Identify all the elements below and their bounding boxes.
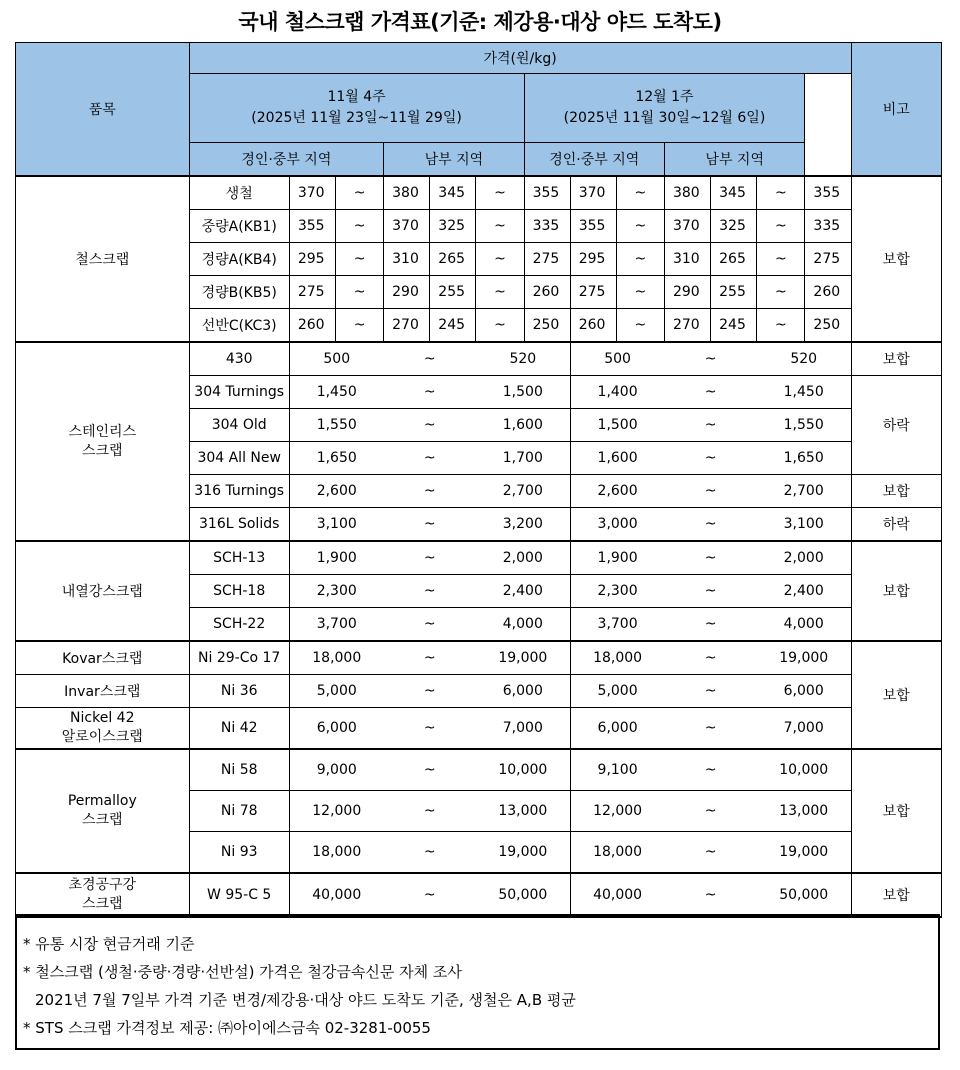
table-row (16, 749, 942, 791)
tilde: ~ (664, 409, 756, 442)
price-cell: 255 (711, 276, 757, 309)
price-cell: 355 (805, 176, 851, 210)
tilde: ~ (616, 243, 664, 276)
price-high: 1,650 (757, 442, 851, 475)
tilde: ~ (336, 210, 384, 243)
price-cell: 325 (711, 210, 757, 243)
price-cell: 370 (289, 176, 335, 210)
footnote: * 유통 시장 현금거래 기준 (23, 935, 195, 953)
price-high: 1,700 (476, 442, 570, 475)
week1-region-south: 남부 지역 (384, 143, 524, 177)
price-cell: 270 (664, 309, 710, 343)
price-cell: 270 (384, 309, 430, 343)
price-high: 13,000 (757, 791, 851, 832)
price-cell: 290 (384, 276, 430, 309)
price-cell: 335 (805, 210, 851, 243)
price-cell: 275 (289, 276, 335, 309)
grade-label: 316 Turnings (189, 475, 289, 508)
price-cell: 335 (524, 210, 570, 243)
week2-range: (2025년 11월 30일~12월 6일) (563, 110, 766, 126)
table-row (16, 675, 942, 708)
price-high: 7,000 (757, 708, 851, 750)
note-cell: 보합 (851, 873, 941, 917)
price-low: 3,700 (289, 608, 383, 642)
price-low: 18,000 (289, 832, 383, 874)
price-high: 7,000 (476, 708, 570, 750)
footnote: * 철스크랩 (생철·중량·경량·선반설) 가격은 철강금속신문 자체 조사 (23, 963, 462, 981)
tilde: ~ (336, 243, 384, 276)
price-low: 9,000 (289, 749, 383, 791)
note-cell: 보합 (851, 475, 941, 508)
category-iron: 철스크랩 (16, 176, 190, 342)
price-low: 1,600 (570, 442, 664, 475)
price-low: 3,100 (289, 508, 383, 542)
grade-label: Ni 58 (189, 749, 289, 791)
tilde: ~ (616, 309, 664, 343)
category-permalloy (16, 749, 190, 873)
week2-region-central: 경인·중부 지역 (524, 143, 664, 177)
price-cell: 295 (570, 243, 616, 276)
price-cell: 260 (524, 276, 570, 309)
price-high: 2,400 (476, 575, 570, 608)
tilde: ~ (664, 376, 756, 409)
price-cell: 345 (430, 176, 476, 210)
footnote: * STS 스크랩 가격정보 제공: ㈜아이에스금속 02-3281-0055 (23, 1019, 431, 1037)
price-low: 18,000 (570, 641, 664, 675)
price-high: 6,000 (476, 675, 570, 708)
category-tool (16, 873, 190, 917)
tilde: ~ (384, 708, 476, 750)
price-low: 1,450 (289, 376, 383, 409)
note-cell: 하락 (851, 376, 941, 475)
price-cell: 275 (524, 243, 570, 276)
note-cell: 보합 (851, 641, 941, 749)
price-low: 12,000 (289, 791, 383, 832)
price-low: 12,000 (570, 791, 664, 832)
tilde: ~ (384, 641, 476, 675)
price-high: 2,700 (476, 475, 570, 508)
grade-label: W 95-C 5 (189, 873, 289, 917)
tilde: ~ (616, 176, 664, 210)
tilde: ~ (664, 608, 756, 642)
price-low: 5,000 (289, 675, 383, 708)
category-line: 스크랩 (81, 812, 123, 828)
price-low: 3,700 (570, 608, 664, 642)
category-nickel42 (16, 708, 190, 750)
header-price-unit: 가격(원/kg) (189, 43, 851, 74)
tilde: ~ (664, 508, 756, 542)
price-high: 3,100 (757, 508, 851, 542)
price-high: 2,000 (757, 541, 851, 575)
grade-label: 304 Old (189, 409, 289, 442)
price-cell: 380 (664, 176, 710, 210)
category-invar: Invar스크랩 (16, 675, 190, 708)
tilde: ~ (384, 675, 476, 708)
table-row (16, 176, 942, 210)
price-low: 1,400 (570, 376, 664, 409)
price-high: 1,500 (476, 376, 570, 409)
tilde: ~ (336, 176, 384, 210)
tilde: ~ (476, 309, 524, 343)
header-week2 (524, 74, 805, 143)
price-cell: 260 (289, 309, 335, 343)
category-line: Nickel 42 (70, 710, 135, 726)
price-high: 19,000 (757, 641, 851, 675)
price-cell: 245 (711, 309, 757, 343)
tilde: ~ (336, 309, 384, 343)
price-cell: 250 (524, 309, 570, 343)
price-high: 2,700 (757, 475, 851, 508)
category-line: 스테인리스 (68, 423, 137, 440)
price-cell: 310 (664, 243, 710, 276)
note-cell: 보합 (851, 342, 941, 376)
tilde: ~ (757, 243, 805, 276)
price-low: 5,000 (570, 675, 664, 708)
tilde: ~ (384, 508, 476, 542)
price-high: 6,000 (757, 675, 851, 708)
page-title: 국내 철스크랩 가격표(기준: 제강용·대상 야드 도착도) (238, 10, 722, 34)
price-high: 1,550 (757, 409, 851, 442)
price-cell: 275 (570, 276, 616, 309)
price-high: 3,200 (476, 508, 570, 542)
category-line: Permalloy (67, 793, 137, 809)
week2-label: 12월 1주 (635, 89, 694, 105)
header-week1 (189, 74, 524, 143)
table-row (16, 873, 942, 917)
tilde: ~ (384, 791, 476, 832)
tilde: ~ (476, 210, 524, 243)
price-low: 18,000 (570, 832, 664, 874)
week1-region-central: 경인·중부 지역 (189, 143, 384, 177)
price-cell: 345 (711, 176, 757, 210)
price-cell: 380 (384, 176, 430, 210)
price-low: 1,900 (289, 541, 383, 575)
price-cell: 355 (289, 210, 335, 243)
tilde: ~ (384, 376, 476, 409)
price-cell: 275 (805, 243, 851, 276)
grade-label: 304 Turnings (189, 376, 289, 409)
price-low: 1,900 (570, 541, 664, 575)
price-high: 19,000 (757, 832, 851, 874)
tilde: ~ (664, 832, 756, 874)
price-high: 19,000 (476, 832, 570, 874)
price-high: 1,450 (757, 376, 851, 409)
price-high: 520 (757, 342, 851, 376)
price-low: 18,000 (289, 641, 383, 675)
price-low: 2,300 (570, 575, 664, 608)
tilde: ~ (664, 749, 756, 791)
tilde: ~ (384, 873, 476, 917)
tilde: ~ (664, 575, 756, 608)
tilde: ~ (384, 342, 476, 376)
header-item: 품목 (16, 43, 190, 177)
price-cell: 265 (711, 243, 757, 276)
tilde: ~ (384, 832, 476, 874)
table-row (16, 541, 942, 575)
price-cell: 370 (664, 210, 710, 243)
footnote: 2021년 7월 7일부 가격 기준 변경/제강용·대상 야드 도착도 기준, 생철은 A,B 평균 (35, 991, 576, 1009)
grade-label: Ni 42 (189, 708, 289, 750)
tilde: ~ (664, 708, 756, 750)
grade-label: SCH-18 (189, 575, 289, 608)
tilde: ~ (384, 475, 476, 508)
tilde: ~ (757, 309, 805, 343)
category-line: 스크랩 (81, 442, 123, 459)
tilde: ~ (384, 608, 476, 642)
note-cell: 보합 (851, 749, 941, 873)
price-cell: 255 (430, 276, 476, 309)
grade-label: Ni 93 (189, 832, 289, 874)
price-low: 2,600 (570, 475, 664, 508)
note-cell: 보합 (851, 541, 941, 641)
price-low: 2,600 (289, 475, 383, 508)
price-low: 40,000 (289, 873, 383, 917)
price-low: 9,100 (570, 749, 664, 791)
price-table (15, 42, 942, 918)
grade-label: 304 All New (189, 442, 289, 475)
table-row (16, 641, 942, 675)
category-heat: 내열강스크랩 (16, 541, 190, 641)
price-high: 520 (476, 342, 570, 376)
price-low: 2,300 (289, 575, 383, 608)
tilde: ~ (616, 210, 664, 243)
grade-label: 경량A(KB4) (189, 243, 289, 276)
grade-label: 316L Solids (189, 508, 289, 542)
grade-label: 생철 (189, 176, 289, 210)
tilde: ~ (664, 475, 756, 508)
price-cell: 370 (570, 176, 616, 210)
tilde: ~ (384, 409, 476, 442)
category-line: 알로이스크랩 (61, 729, 143, 745)
price-high: 50,000 (476, 873, 570, 917)
footnotes (15, 914, 940, 1050)
grade-label: 430 (189, 342, 289, 376)
price-cell: 265 (430, 243, 476, 276)
price-high: 13,000 (476, 791, 570, 832)
tilde: ~ (664, 342, 756, 376)
tilde: ~ (757, 176, 805, 210)
price-low: 1,650 (289, 442, 383, 475)
price-high: 2,000 (476, 541, 570, 575)
price-low: 6,000 (570, 708, 664, 750)
note-cell: 하락 (851, 508, 941, 542)
price-high: 2,400 (757, 575, 851, 608)
price-low: 40,000 (570, 873, 664, 917)
grade-label: SCH-22 (189, 608, 289, 642)
price-cell: 290 (664, 276, 710, 309)
price-low: 3,000 (570, 508, 664, 542)
tilde: ~ (384, 749, 476, 791)
tilde: ~ (476, 176, 524, 210)
price-cell: 370 (384, 210, 430, 243)
tilde: ~ (476, 243, 524, 276)
category-line: 초경공구강 (68, 877, 137, 893)
price-low: 500 (570, 342, 664, 376)
tilde: ~ (664, 641, 756, 675)
price-high: 10,000 (757, 749, 851, 791)
grade-label: 경량B(KB5) (189, 276, 289, 309)
tilde: ~ (757, 276, 805, 309)
category-kovar: Kovar스크랩 (16, 641, 190, 675)
price-cell: 355 (524, 176, 570, 210)
price-cell: 245 (430, 309, 476, 343)
tilde: ~ (384, 575, 476, 608)
tilde: ~ (384, 541, 476, 575)
week1-range: (2025년 11월 23일~11월 29일) (251, 110, 462, 126)
price-high: 50,000 (757, 873, 851, 917)
tilde: ~ (384, 442, 476, 475)
grade-label: Ni 36 (189, 675, 289, 708)
tilde: ~ (664, 791, 756, 832)
price-cell: 295 (289, 243, 335, 276)
tilde: ~ (336, 276, 384, 309)
price-high: 4,000 (476, 608, 570, 642)
price-cell: 260 (570, 309, 616, 343)
price-cell: 355 (570, 210, 616, 243)
price-cell: 325 (430, 210, 476, 243)
tilde: ~ (664, 442, 756, 475)
price-cell: 250 (805, 309, 851, 343)
tilde: ~ (757, 210, 805, 243)
price-low: 6,000 (289, 708, 383, 750)
price-low: 1,550 (289, 409, 383, 442)
price-cell: 260 (805, 276, 851, 309)
grade-label: SCH-13 (189, 541, 289, 575)
grade-label: 중량A(KB1) (189, 210, 289, 243)
note-cell: 보합 (851, 176, 941, 342)
price-cell: 310 (384, 243, 430, 276)
price-high: 1,600 (476, 409, 570, 442)
price-low: 500 (289, 342, 383, 376)
price-high: 4,000 (757, 608, 851, 642)
table-row (16, 708, 942, 750)
tilde: ~ (476, 276, 524, 309)
grade-label: Ni 29-Co 17 (189, 641, 289, 675)
tilde: ~ (664, 873, 756, 917)
week2-region-south: 남부 지역 (664, 143, 804, 177)
header-note: 비고 (851, 43, 941, 177)
tilde: ~ (616, 276, 664, 309)
grade-label: Ni 78 (189, 791, 289, 832)
price-high: 19,000 (476, 641, 570, 675)
category-line: 스크랩 (81, 896, 123, 912)
tilde: ~ (664, 675, 756, 708)
price-low: 1,500 (570, 409, 664, 442)
category-stainless (16, 342, 190, 541)
grade-label: 선반C(KC3) (189, 309, 289, 343)
week1-label: 11월 4주 (327, 89, 386, 105)
price-high: 10,000 (476, 749, 570, 791)
tilde: ~ (664, 541, 756, 575)
table-row (16, 342, 942, 376)
